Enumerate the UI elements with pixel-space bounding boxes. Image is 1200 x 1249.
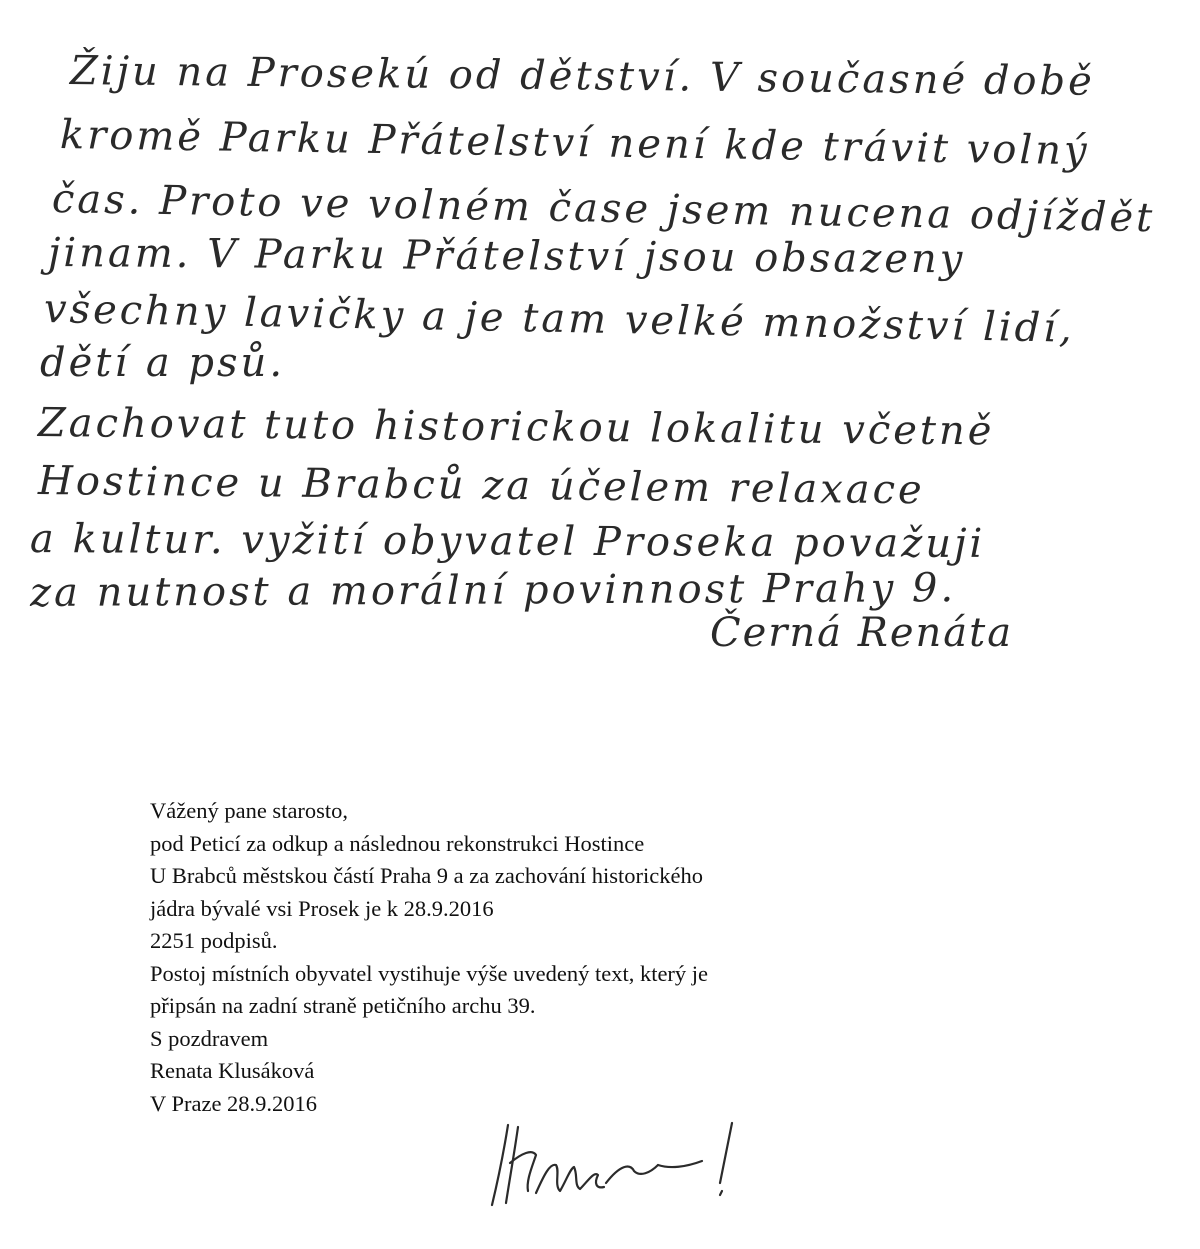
handwritten-signature-name: Černá Renáta	[710, 610, 1014, 656]
letter-line: pod Peticí za odkup a následnou rekonstrukci Hostince	[150, 830, 645, 856]
letter-line: jádra bývalé vsi Prosek je k 28.9.2016	[150, 895, 494, 921]
typed-letter	[150, 795, 910, 1120]
handwritten-line: všechny lavičky a je tam velké množství lidí,	[43, 286, 1076, 352]
letter-line: 2251 podpisů.	[150, 928, 278, 953]
letter-author-name: Renata Klusáková	[150, 1058, 315, 1083]
handwritten-line: Hostince u Brabců za účelem relaxace	[37, 458, 925, 514]
handwritten-line: a kultur. vyžití obyvatel Proseka považuji	[29, 516, 986, 568]
handwritten-line: jinam. V Parku Přátelství jsou obsazeny	[47, 230, 966, 283]
signature-scribble	[470, 1105, 750, 1215]
letter-line: U Brabců městskou částí Praha 9 a za zachování historického	[150, 863, 703, 888]
letter-line: připsán na zadní straně petičního archu 39.	[150, 993, 536, 1018]
letter-closing: S pozdravem	[150, 1025, 269, 1051]
letter-place-date: V Praze 28.9.2016	[150, 1090, 318, 1116]
handwritten-line: Zachovat tuto historickou lokalitu včetně	[37, 400, 995, 455]
handwritten-line: za nutnost a morální povinnost Prahy 9.	[29, 565, 957, 616]
handwritten-line: Žiju na Prosekú od dětství. V současné době	[69, 48, 1096, 105]
letter-salutation: Vážený pane starosto,	[150, 798, 349, 823]
handwritten-line: kromě Parku Přátelství není kde trávit volný	[59, 112, 1090, 175]
letter-line: Postoj místních obyvatel vystihuje výše uvedený text, který je	[150, 960, 709, 986]
handwritten-note	[29, 30, 1180, 656]
handwritten-line: dětí a psů.	[40, 340, 286, 386]
handwritten-line: čas. Proto ve volném čase jsem nucena odjíždět	[51, 176, 1156, 242]
